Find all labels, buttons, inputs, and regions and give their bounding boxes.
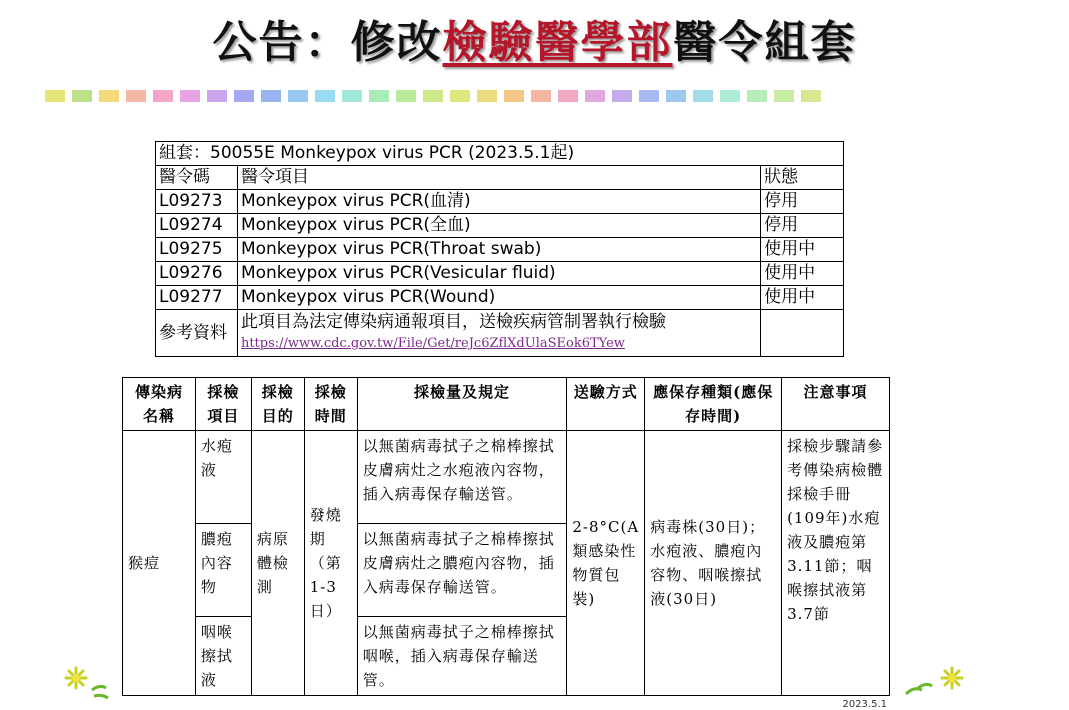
- header-code: 醫令碼: [156, 166, 238, 190]
- decorative-dot: [369, 90, 389, 102]
- reference-content: [237, 310, 760, 357]
- order-code: L09273: [156, 190, 238, 214]
- header-item: 醫令項目: [237, 166, 760, 190]
- transport-method: 2-8°C(A類感染性物質包裝): [567, 431, 645, 696]
- decorative-dot: [315, 90, 335, 102]
- order-item: Monkeypox virus PCR(Vesicular fluid): [237, 262, 760, 286]
- decorative-dot: [423, 90, 443, 102]
- decorative-dot: [504, 90, 524, 102]
- info-header-row: [123, 378, 890, 431]
- footer-date: 2023.5.1: [842, 699, 887, 710]
- header-storage: 應保存種類(應保存時間): [645, 378, 782, 431]
- decorative-dot: [747, 90, 767, 102]
- order-item: Monkeypox virus PCR(Wound): [237, 286, 760, 310]
- reference-row: [156, 310, 844, 357]
- specimen-amount: 以無菌病毒拭子之棉棒擦拭皮膚病灶之水疱液內容物，插入病毒保存輸送管。: [357, 431, 567, 524]
- notes: 採檢步驟請參考傳染病檢體採檢手冊(109年)水疱液及膿疱第3.11節；咽喉擦拭液第3.7節: [782, 431, 890, 696]
- reference-empty-cell: [761, 310, 844, 357]
- decorative-dot: [531, 90, 551, 102]
- reference-text: 此項目為法定傳染病通報項目，送檢疾病管制署執行檢驗: [240, 312, 666, 332]
- decorative-dot: [666, 90, 686, 102]
- specimen-amount: 以無菌病毒拭子之棉棒擦拭皮膚病灶之膿疱內容物，插入病毒保存輸送管。: [357, 524, 567, 617]
- title-suffix: 醫令組套: [672, 17, 857, 68]
- purpose: 病原體檢測: [251, 431, 304, 696]
- decorative-dot: [720, 90, 740, 102]
- decorative-dot: [477, 90, 497, 102]
- decorative-dot: [45, 90, 65, 102]
- header-time: 採檢時間: [304, 378, 357, 431]
- specimen-item: 水疱液: [195, 431, 251, 524]
- order-status: 使用中: [761, 238, 844, 262]
- header-specimen-item: 採檢項目: [195, 378, 251, 431]
- decorative-dot: [558, 90, 578, 102]
- set-title-row: [156, 142, 844, 166]
- order-status: 停用: [761, 190, 844, 214]
- decorative-dot: [288, 90, 308, 102]
- order-item: Monkeypox virus PCR(Throat swab): [237, 238, 760, 262]
- disease-name: 猴痘: [123, 431, 196, 696]
- decorative-dot: [450, 90, 470, 102]
- table-row: [156, 262, 844, 286]
- header-status: 狀態: [761, 166, 844, 190]
- decorative-dot: [774, 90, 794, 102]
- flower-decoration-left-icon: [62, 664, 118, 700]
- decorative-dot: [99, 90, 119, 102]
- header-purpose: 採檢目的: [251, 378, 304, 431]
- flower-decoration-right-icon: [900, 664, 972, 700]
- decorative-dot: [801, 90, 821, 102]
- storage-type: 病毒株(30日)；水疱液、膿疱內容物、咽喉擦拭液(30日): [645, 431, 782, 696]
- table-row: [123, 431, 890, 524]
- reference-label: 參考資料: [156, 310, 238, 357]
- order-status: 停用: [761, 214, 844, 238]
- decorative-dot: [585, 90, 605, 102]
- decorative-dot: [639, 90, 659, 102]
- decorative-dot: [396, 90, 416, 102]
- header-transport: 送驗方式: [567, 378, 645, 431]
- order-item: Monkeypox virus PCR(血清): [237, 190, 760, 214]
- decorative-dot-row: [45, 90, 821, 102]
- set-title: 組套：50055E Monkeypox virus PCR (2023.5.1起): [156, 142, 844, 166]
- reference-link[interactable]: https://www.cdc.gov.tw/File/Get/reJc6ZflXdUlaSEok6TYew: [240, 336, 625, 351]
- decorative-dot: [72, 90, 92, 102]
- table-row: [156, 238, 844, 262]
- title-prefix: 公告：修改: [212, 17, 443, 68]
- header-disease: 傳染病名稱: [123, 378, 196, 431]
- order-code: L09277: [156, 286, 238, 310]
- decorative-dot: [612, 90, 632, 102]
- decorative-dot: [342, 90, 362, 102]
- order-code: L09275: [156, 238, 238, 262]
- specimen-info-table: [122, 377, 890, 696]
- title-highlight: 檢驗醫學部: [442, 17, 673, 68]
- decorative-dot: [180, 90, 200, 102]
- set-header-row: [156, 166, 844, 190]
- decorative-dot: [234, 90, 254, 102]
- page-title: [0, 6, 1069, 70]
- specimen-item: 膿疱內容物: [195, 524, 251, 617]
- decorative-dot: [693, 90, 713, 102]
- order-item: Monkeypox virus PCR(全血): [237, 214, 760, 238]
- specimen-amount: 以無菌病毒拭子之棉棒擦拭咽喉，插入病毒保存輸送管。: [357, 617, 567, 696]
- decorative-dot: [207, 90, 227, 102]
- order-set-table: [155, 141, 844, 357]
- table-row: [156, 190, 844, 214]
- specimen-item: 咽喉擦拭液: [195, 617, 251, 696]
- order-status: 使用中: [761, 286, 844, 310]
- decorative-dot: [153, 90, 173, 102]
- decorative-dot: [126, 90, 146, 102]
- decorative-dot: [261, 90, 281, 102]
- order-code: L09274: [156, 214, 238, 238]
- order-code: L09276: [156, 262, 238, 286]
- collection-time: 發燒期（第1-3日）: [304, 431, 357, 696]
- table-row: [156, 214, 844, 238]
- table-row: [156, 286, 844, 310]
- order-status: 使用中: [761, 262, 844, 286]
- header-amount: 採檢量及規定: [357, 378, 567, 431]
- header-notes: 注意事項: [782, 378, 890, 431]
